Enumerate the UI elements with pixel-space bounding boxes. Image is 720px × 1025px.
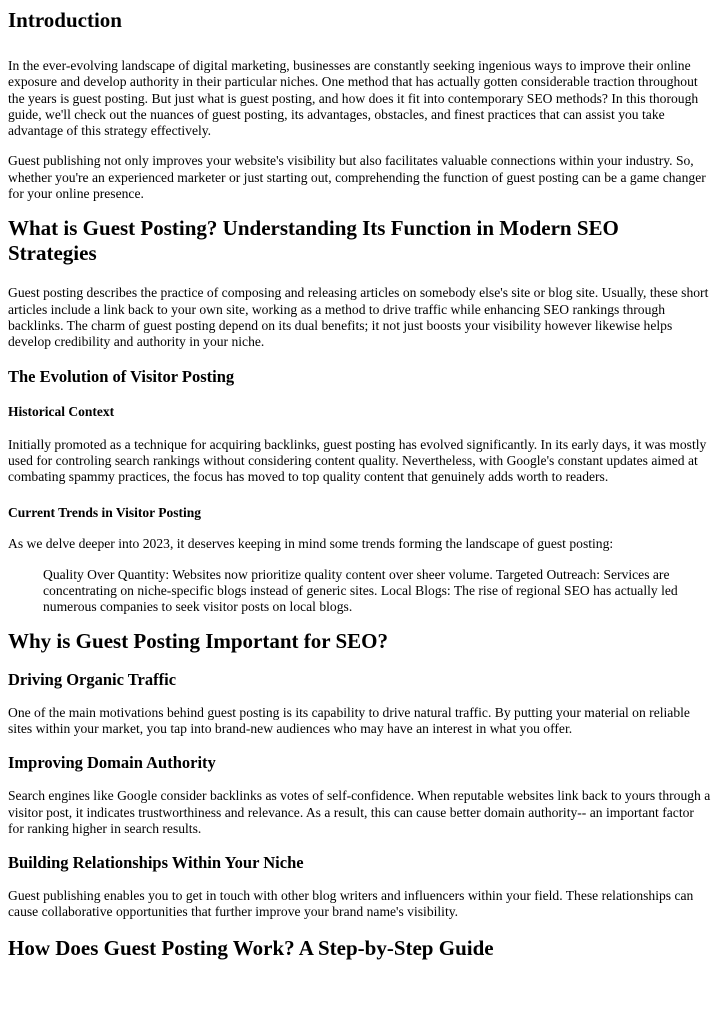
heading-introduction: Introduction	[8, 8, 122, 32]
heading-how-it-works: How Does Guest Posting Work? A Step-by-Step Guide	[8, 935, 494, 960]
authority-paragraph: Search engines like Google consider backlinks as votes of self-confidence. When reputable websites link back to yours through a visitor post, it indicates trustworthiness and relevance. As a result, this can cause better domain authority-- an important factor for ranking higher in search results.	[8, 788, 711, 836]
heading-domain-authority: Improving Domain Authority	[8, 753, 216, 773]
intro-paragraph-1: In the ever-evolving landscape of digital marketing, businesses are constantly seeking ingenious ways to improve their online exposure and develop authority in their particular niches. One method that has actually gotten considerable traction throughout the years is guest posting. But just what is guest posting, and how does it fit into contemporary SEO methods? In this thorough guide, we'll check out the nuances of guest posting, its advantages, obstacles, and finest practices that can assist you take advantage of this strategy effectively.	[8, 58, 699, 139]
heading-current-trends: Current Trends in Visitor Posting	[8, 505, 202, 521]
heading-what-is-guest-posting: What is Guest Posting? Understanding Its Function in Modern SEO Strategies	[8, 216, 619, 266]
heading-building-relationships: Building Relationships Within Your Niche	[8, 853, 304, 873]
article	[0, 8, 720, 961]
heading-why-important: Why is Guest Posting Important for SEO?	[8, 628, 388, 653]
relationships-paragraph: Guest publishing enables you to get in touch with other blog writers and influencers within your field. These relationships can cause collaborative opportunities that further improve your brand name's visibility.	[8, 888, 694, 920]
heading-driving-traffic: Driving Organic Traffic	[8, 669, 177, 689]
traffic-paragraph: One of the main motivations behind guest posting is its capability to drive natural traffic. By putting your material on reliable sites within your market, you tap into brand-new audiences who may have an interest in what you offer.	[8, 704, 690, 736]
historical-paragraph: Initially promoted as a technique for acquiring backlinks, guest posting has evolved significantly. In its early days, it was mostly used for controling search rankings without considering content quality. Nevertheless, with Google's constant updates aimed at combating spammy practices, the focus has moved to top quality content that genuinely adds worth to readers.	[8, 436, 707, 485]
trends-paragraph: As we delve deeper into 2023, it deserves keeping in mind some trends forming the landscape of guest posting:	[8, 536, 614, 552]
trends-quote: Quality Over Quantity: Websites now prioritize quality content over sheer volume. Targeted Outreach: Services are concentrating on niche-specific blogs instead of generic sites. Local Blogs: The rise of regional SEO has actually led numerous companies to seek visitor posts on local blogs.	[43, 566, 678, 615]
heading-historical-context: Historical Context	[8, 403, 115, 419]
intro-paragraph-2: Guest publishing not only improves your website's visibility but also facilitates valuable connections within your industry. So, whether you're an experienced marketer or just starting out, comprehending the function of guest posting can be a game changer for your online presence.	[8, 153, 706, 202]
what-is-paragraph: Guest posting describes the practice of composing and releasing articles on somebody else's site or blog site. Usually, these short articles include a link back to your own site, working as a method to drive traffic while enhancing SEO rankings through backlinks. The charm of guest posting depend on its dual benefits; it not just boosts your visibility however likewise helps develop credibility and authority in your niche.	[8, 285, 709, 350]
heading-evolution: The Evolution of Visitor Posting	[8, 366, 235, 386]
